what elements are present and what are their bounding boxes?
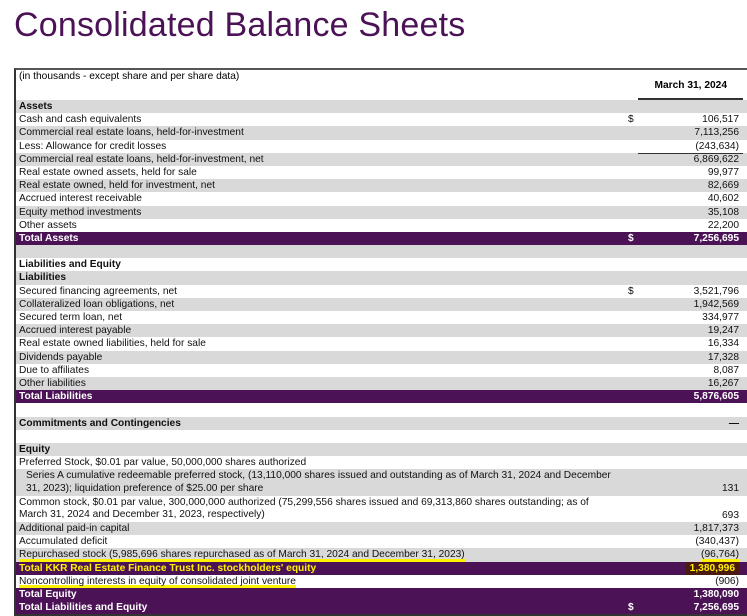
table-row: Collateralized loan obligations, net 1,942,569	[16, 298, 747, 311]
table-row: Real estate owned, held for investment, net 82,669	[16, 179, 747, 192]
section-commitments: Commitments and Contingencies —	[16, 417, 747, 430]
table-row: Common stock, $0.01 par value, 300,000,000 authorized (75,299,556 shares issued and 69,313,860 shares outstanding; as of March 31, 2024 and December 31, 2023, respectively) 693	[16, 496, 747, 522]
table-row: Secured financing agreements, net $ 3,521,796	[16, 285, 747, 298]
balance-sheet-table	[14, 68, 747, 616]
section-assets: Assets	[16, 100, 747, 113]
table-row: Accumulated deficit (340,437)	[16, 535, 747, 548]
spacer-row	[16, 403, 747, 416]
section-liabilities: Liabilities	[16, 271, 747, 284]
table-row: Commercial real estate loans, held-for-investment, net 6,869,622	[16, 153, 747, 166]
table-row: Accrued interest payable 19,247	[16, 324, 747, 337]
table-row: Accrued interest receivable 40,602	[16, 192, 747, 205]
total-stockholders-equity-row	[16, 562, 747, 575]
table-row: Due to affiliates 8,087	[16, 364, 747, 377]
table-row: Less: Allowance for credit losses (243,634)	[16, 140, 747, 153]
table-row: Other assets 22,200	[16, 219, 747, 232]
table-row: Preferred Stock, $0.01 par value, 50,000,000 shares authorized	[16, 456, 747, 469]
table-row: Repurchased stock (5,985,696 shares repurchased as of March 31, 2024 and December 31, 2023) (96,764)	[16, 548, 747, 561]
table-row: Real estate owned assets, held for sale 99,977	[16, 166, 747, 179]
table-row: Commercial real estate loans, held-for-investment 7,113,256	[16, 126, 747, 139]
total-equity-row: Total Equity 1,380,090	[16, 588, 747, 601]
highlighted-value: 1,380,996	[686, 562, 739, 575]
table-row: Series A cumulative redeemable preferred stock, (13,110,000 shares issued and outstanding as of March 31, 2024 and December 31, 2023); liquidation preference of $25.00 per share 131	[16, 469, 747, 495]
table-row: Other liabilities 16,267	[16, 377, 747, 390]
spacer-row	[16, 245, 747, 258]
column-header-date: March 31, 2024	[654, 80, 727, 91]
highlighted-label: Repurchased stock (5,985,696 shares repurchased as of March 31, 2024 and December 31, 2023)	[19, 549, 465, 561]
total-liabilities-and-equity-row: Total Liabilities and Equity $ 7,256,695	[16, 601, 747, 614]
table-row: Additional paid-in capital 1,817,373	[16, 522, 747, 535]
highlighted-label: Total KKR Real Estate Finance Trust Inc. stockholders' equity	[19, 562, 317, 574]
table-header	[16, 70, 747, 100]
total-liabilities-row: Total Liabilities 5,876,605	[16, 390, 747, 403]
table-row: Real estate owned liabilities, held for sale 16,334	[16, 337, 747, 350]
page-title: Consolidated Balance Sheets	[14, 6, 466, 44]
highlighted-label: Noncontrolling interests in equity of consolidated joint venture	[19, 575, 296, 587]
total-assets-row: Total Assets $ 7,256,695	[16, 232, 747, 245]
section-liabilities-and-equity: Liabilities and Equity	[16, 258, 747, 271]
table-row: Secured term loan, net 334,977	[16, 311, 747, 324]
table-row: Equity method investments 35,108	[16, 206, 747, 219]
table-row: Noncontrolling interests in equity of consolidated joint venture (906)	[16, 575, 747, 588]
spacer-row	[16, 430, 747, 443]
units-note: (in thousands - except share and per share data)	[19, 71, 240, 82]
table-row: Cash and cash equivalents $ 106,517	[16, 113, 747, 126]
table-row: Dividends payable 17,328	[16, 351, 747, 364]
section-equity: Equity	[16, 443, 747, 456]
